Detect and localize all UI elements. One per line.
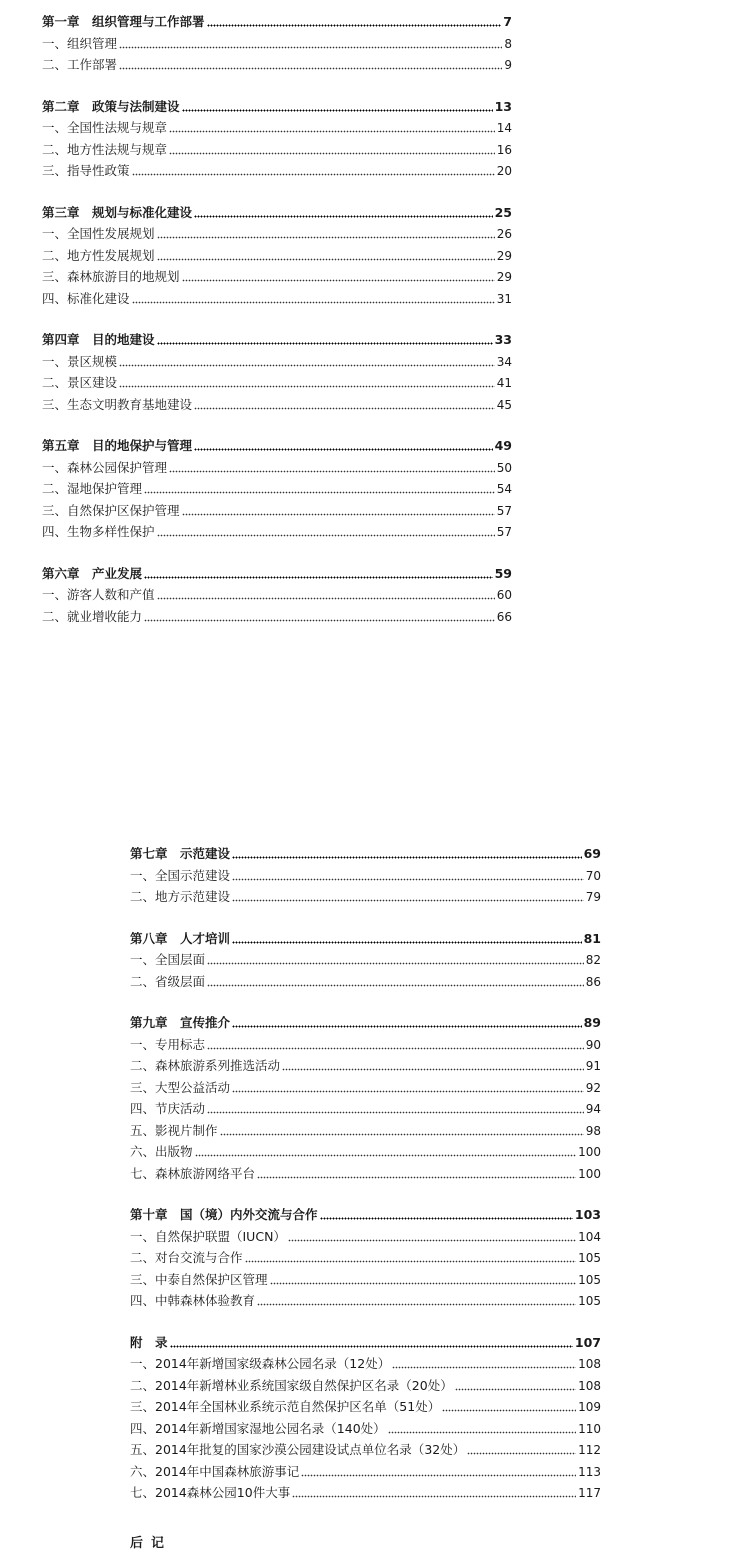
entry-title: 一、景区规模 xyxy=(42,353,118,369)
page-number: 92 xyxy=(585,1080,601,1095)
chapter-heading[interactable] xyxy=(42,563,512,585)
toc-entry[interactable] xyxy=(130,1098,601,1120)
toc-entry[interactable] xyxy=(42,288,512,310)
chapter-group xyxy=(42,563,512,628)
page-number: 41 xyxy=(496,376,512,390)
dot-leader xyxy=(144,478,495,500)
toc-entry[interactable] xyxy=(130,1418,601,1440)
dot-leader xyxy=(282,1055,584,1077)
entry-title: 二、森林旅游系列推选活动 xyxy=(130,1058,281,1073)
dot-leader xyxy=(257,1163,576,1185)
dot-leader xyxy=(119,33,502,55)
page-number: 103 xyxy=(574,1207,601,1222)
chapter-group xyxy=(130,843,601,908)
page-number: 112 xyxy=(578,1443,601,1457)
chapter-group xyxy=(42,96,512,182)
entry-title: 五、影视片制作 xyxy=(130,1122,218,1138)
chapter-title: 第五章 目的地保护与管理 xyxy=(42,438,193,453)
page-number: 25 xyxy=(494,204,512,220)
toc-entry[interactable] xyxy=(42,117,512,139)
dot-leader xyxy=(220,1120,584,1142)
page-number: 94 xyxy=(585,1102,601,1116)
dot-leader xyxy=(157,329,493,351)
chapter-group xyxy=(130,928,601,993)
chapter-heading[interactable] xyxy=(42,11,512,33)
page-number: 79 xyxy=(585,890,601,904)
dot-leader xyxy=(157,521,495,543)
chapter-group xyxy=(130,1332,601,1504)
entry-title: 二、地方性发展规划 xyxy=(42,247,155,263)
entry-title: 二、地方性法规与规章 xyxy=(42,141,168,157)
entry-title: 三、大型公益活动 xyxy=(130,1079,231,1095)
page-number: 90 xyxy=(585,1037,601,1052)
dot-leader xyxy=(194,394,495,416)
toc-entry[interactable] xyxy=(42,54,512,76)
toc-entry[interactable] xyxy=(130,1290,601,1312)
toc-entry[interactable] xyxy=(130,971,601,993)
entry-title: 一、专用标志 xyxy=(130,1036,206,1052)
entry-title: 一、全国层面 xyxy=(130,952,206,967)
dot-leader xyxy=(320,1204,573,1226)
page-number: 7 xyxy=(503,14,512,29)
entry-title: 一、自然保护联盟（IUCN） xyxy=(130,1228,286,1244)
dot-leader xyxy=(119,54,502,76)
page-number: 105 xyxy=(578,1294,601,1308)
toc-entry[interactable] xyxy=(130,1461,601,1483)
afterword-heading: 后记 xyxy=(130,1536,173,1551)
entry-title: 四、节庆活动 xyxy=(130,1101,206,1116)
page-number: 54 xyxy=(496,482,512,496)
chapter-title: 第十章 国（境）内外交流与合作 xyxy=(130,1207,318,1222)
page-number: 107 xyxy=(574,1334,601,1350)
entry-title: 七、森林旅游网络平台 xyxy=(130,1165,256,1181)
entry-title: 三、2014年全国林业系统示范自然保护区名单（51处） xyxy=(130,1399,441,1414)
dot-leader xyxy=(119,372,495,394)
chapter-heading[interactable] xyxy=(130,1012,601,1034)
chapter-title: 附 录 xyxy=(130,1334,168,1350)
toc-entry[interactable] xyxy=(42,245,512,267)
toc-entry[interactable] xyxy=(42,139,512,161)
dot-leader xyxy=(195,1141,577,1163)
page-number: 105 xyxy=(578,1251,601,1265)
page-number: 113 xyxy=(578,1464,601,1479)
toc-entry[interactable] xyxy=(130,1055,601,1077)
dot-leader xyxy=(182,96,493,118)
chapter-title: 第九章 宣传推介 xyxy=(130,1015,231,1030)
page-number: 14 xyxy=(496,121,512,135)
page-number: 50 xyxy=(496,460,512,475)
page-number: 108 xyxy=(578,1378,601,1393)
page-number: 105 xyxy=(578,1272,601,1287)
toc-entry[interactable] xyxy=(130,1141,601,1163)
entry-title: 二、2014年新增林业系统国家级自然保护区名录（20处） xyxy=(130,1377,453,1393)
toc-entry[interactable] xyxy=(130,949,601,971)
entry-title: 四、中韩森林体验教育 xyxy=(130,1293,256,1308)
toc-entry[interactable] xyxy=(130,1247,601,1269)
chapter-group xyxy=(42,329,512,415)
entry-title: 二、工作部署 xyxy=(42,57,118,72)
dot-leader xyxy=(455,1375,576,1397)
entry-title: 二、就业增收能力 xyxy=(42,608,143,624)
entry-title: 二、对台交流与合作 xyxy=(130,1250,243,1265)
entry-title: 三、指导性政策 xyxy=(42,163,130,178)
entry-title: 三、自然保护区保护管理 xyxy=(42,502,180,518)
toc-entry[interactable] xyxy=(42,500,512,522)
entry-title: 四、2014年新增国家湿地公园名录（140处） xyxy=(130,1420,386,1436)
dot-leader xyxy=(182,266,495,288)
chapter-heading[interactable] xyxy=(130,843,601,865)
dot-leader xyxy=(232,928,582,950)
chapter-heading[interactable] xyxy=(130,1332,601,1354)
chapter-title: 第七章 示范建设 xyxy=(130,846,231,861)
dot-leader xyxy=(292,1482,576,1504)
entry-title: 二、省级层面 xyxy=(130,973,206,989)
dot-leader xyxy=(232,1077,584,1099)
toc-entry[interactable] xyxy=(42,606,512,628)
dot-leader xyxy=(270,1269,577,1291)
page-number: 8 xyxy=(504,36,512,51)
page-number: 26 xyxy=(496,227,512,241)
dot-leader xyxy=(288,1226,576,1248)
page-number: 59 xyxy=(494,565,512,581)
dot-leader xyxy=(144,606,495,628)
entry-title: 一、全国性法规与规章 xyxy=(42,120,168,135)
page-number: 31 xyxy=(496,291,512,306)
toc-entry[interactable] xyxy=(42,521,512,543)
toc-entry[interactable] xyxy=(42,160,512,182)
page-number: 9 xyxy=(504,58,512,72)
toc-entry[interactable] xyxy=(130,886,601,908)
dot-leader xyxy=(232,865,584,887)
toc-entry[interactable] xyxy=(42,33,512,55)
dot-leader xyxy=(119,351,495,373)
dot-leader xyxy=(301,1461,576,1483)
page-number: 109 xyxy=(578,1400,601,1414)
dot-leader xyxy=(170,1332,573,1354)
toc-entry[interactable] xyxy=(130,1034,601,1056)
page-number: 45 xyxy=(496,397,512,412)
dot-leader xyxy=(169,117,495,139)
page-number: 86 xyxy=(585,974,601,989)
page-number: 98 xyxy=(585,1123,601,1138)
chapter-heading[interactable] xyxy=(130,1204,601,1226)
dot-leader xyxy=(157,245,495,267)
dot-leader xyxy=(232,843,582,865)
entry-title: 六、2014年中国森林旅游事记 xyxy=(130,1463,300,1479)
page-number: 57 xyxy=(496,503,512,518)
dot-leader xyxy=(232,1012,582,1034)
dot-leader xyxy=(132,288,495,310)
entry-title: 一、森林公园保护管理 xyxy=(42,459,168,475)
page-number: 108 xyxy=(578,1357,601,1371)
dot-leader xyxy=(182,500,495,522)
toc-part-1 xyxy=(42,11,512,627)
page-number: 60 xyxy=(496,588,512,602)
page-number: 33 xyxy=(494,332,512,347)
entry-title: 四、生物多样性保护 xyxy=(42,524,155,539)
page-number: 104 xyxy=(578,1229,601,1244)
dot-leader xyxy=(207,11,502,33)
dot-leader xyxy=(144,563,493,585)
chapter-group xyxy=(130,1012,601,1184)
dot-leader xyxy=(157,223,495,245)
dot-leader xyxy=(157,584,495,606)
entry-title: 一、2014年新增国家级森林公园名录（12处） xyxy=(130,1356,391,1371)
page-number: 110 xyxy=(578,1421,601,1436)
chapter-title: 第三章 规划与标准化建设 xyxy=(42,204,193,220)
entry-title: 一、组织管理 xyxy=(42,35,118,51)
entry-title: 三、生态文明教育基地建设 xyxy=(42,396,193,412)
dot-leader xyxy=(207,1098,584,1120)
dot-leader xyxy=(232,886,584,908)
toc-entry[interactable] xyxy=(42,372,512,394)
dot-leader xyxy=(207,1034,584,1056)
dot-leader xyxy=(132,160,495,182)
dot-leader xyxy=(442,1396,576,1418)
dot-leader xyxy=(169,139,495,161)
page-number: 91 xyxy=(585,1059,601,1073)
dot-leader xyxy=(169,457,495,479)
entry-title: 一、全国性发展规划 xyxy=(42,226,155,241)
toc-entry[interactable] xyxy=(130,1163,601,1185)
chapter-title: 第一章 组织管理与工作部署 xyxy=(42,14,205,29)
page-number: 66 xyxy=(496,609,512,624)
dot-leader xyxy=(207,971,584,993)
page-number: 34 xyxy=(496,354,512,369)
toc-entry[interactable] xyxy=(42,457,512,479)
entry-title: 二、地方示范建设 xyxy=(130,889,231,904)
entry-title: 七、2014森林公园10件大事 xyxy=(130,1485,291,1500)
chapter-title: 第六章 产业发展 xyxy=(42,565,143,581)
chapter-title: 第二章 政策与法制建设 xyxy=(42,98,180,114)
entry-title: 一、游客人数和产值 xyxy=(42,587,155,602)
page-number: 49 xyxy=(494,438,512,453)
chapter-title: 第八章 人才培训 xyxy=(130,930,231,946)
chapter-group xyxy=(130,1204,601,1312)
entry-title: 三、中泰自然保护区管理 xyxy=(130,1271,268,1287)
page-number: 69 xyxy=(583,846,601,861)
page-number: 100 xyxy=(578,1166,601,1181)
dot-leader xyxy=(245,1247,577,1269)
chapter-heading[interactable] xyxy=(42,202,512,224)
chapter-heading[interactable] xyxy=(42,96,512,118)
toc-entry[interactable] xyxy=(130,1482,601,1504)
chapter-title: 第四章 目的地建设 xyxy=(42,332,155,347)
dot-leader xyxy=(467,1439,576,1461)
dot-leader xyxy=(207,949,584,971)
page-number: 100 xyxy=(578,1145,601,1159)
toc-entry[interactable] xyxy=(130,1269,601,1291)
page-number: 13 xyxy=(494,98,512,114)
toc-part-2 xyxy=(130,843,601,1504)
toc-entry[interactable] xyxy=(130,865,601,887)
entry-title: 五、2014年批复的国家沙漠公园建设试点单位名录（32处） xyxy=(130,1442,466,1457)
dot-leader xyxy=(392,1353,576,1375)
toc-entry[interactable] xyxy=(42,223,512,245)
entry-title: 六、出版物 xyxy=(130,1144,193,1159)
chapter-group xyxy=(42,435,512,543)
toc-entry[interactable] xyxy=(130,1439,601,1461)
page-number: 20 xyxy=(496,164,512,178)
toc-entry[interactable] xyxy=(42,584,512,606)
entry-title: 三、森林旅游目的地规划 xyxy=(42,269,180,284)
toc-entry[interactable] xyxy=(130,1226,601,1248)
dot-leader xyxy=(257,1290,576,1312)
page-number: 57 xyxy=(496,525,512,539)
chapter-heading[interactable] xyxy=(42,435,512,457)
toc-entry[interactable] xyxy=(42,478,512,500)
page-number: 29 xyxy=(496,248,512,263)
toc-entry[interactable] xyxy=(42,266,512,288)
dot-leader xyxy=(194,202,493,224)
dot-leader xyxy=(388,1418,576,1440)
toc-entry[interactable] xyxy=(130,1353,601,1375)
page-number: 82 xyxy=(585,953,601,967)
page-number: 29 xyxy=(496,270,512,284)
entry-title: 二、湿地保护管理 xyxy=(42,481,143,496)
page-number: 16 xyxy=(496,142,512,157)
page-number: 117 xyxy=(578,1486,601,1500)
toc-entry[interactable] xyxy=(130,1396,601,1418)
entry-title: 二、景区建设 xyxy=(42,375,118,390)
toc-entry[interactable] xyxy=(42,351,512,373)
entry-title: 一、全国示范建设 xyxy=(130,867,231,883)
toc-entry[interactable] xyxy=(130,1077,601,1099)
toc-entry[interactable] xyxy=(130,1120,601,1142)
page-number: 81 xyxy=(583,930,601,946)
chapter-group xyxy=(42,11,512,76)
chapter-heading[interactable] xyxy=(130,928,601,950)
dot-leader xyxy=(194,435,493,457)
chapter-heading[interactable] xyxy=(42,329,512,351)
page-number: 89 xyxy=(583,1015,601,1030)
toc-entry[interactable] xyxy=(42,394,512,416)
entry-title: 四、标准化建设 xyxy=(42,290,130,306)
toc-entry[interactable] xyxy=(130,1375,601,1397)
chapter-group xyxy=(42,202,512,310)
page-number: 70 xyxy=(585,868,601,883)
